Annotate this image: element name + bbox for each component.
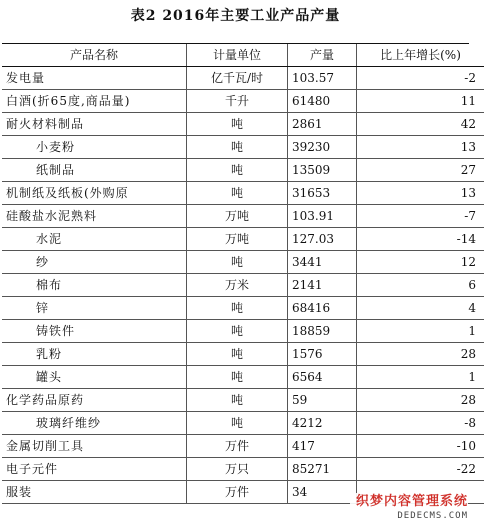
cell-growth: -2 — [357, 67, 484, 90]
cell-growth: -8 — [357, 412, 484, 435]
production-table — [2, 44, 484, 504]
table-row — [2, 412, 484, 435]
cell-output: 39230 — [288, 136, 357, 159]
table-row — [2, 251, 484, 274]
cell-product-name: 罐头 — [2, 366, 187, 389]
cell-unit: 万只 — [187, 458, 288, 481]
header-output: 产量 — [288, 44, 357, 67]
cell-unit: 万米 — [187, 274, 288, 297]
cell-output: 4212 — [288, 412, 357, 435]
cell-output: 417 — [288, 435, 357, 458]
cell-growth: 1 — [357, 320, 484, 343]
cell-unit: 吨 — [187, 366, 288, 389]
cell-unit: 吨 — [187, 412, 288, 435]
cell-product-name: 锌 — [2, 297, 187, 320]
site-watermark — [350, 493, 468, 527]
table-row — [2, 343, 484, 366]
cell-product-name: 服装 — [2, 481, 187, 504]
cell-growth: 4 — [357, 297, 484, 320]
cell-unit: 吨 — [187, 343, 288, 366]
cell-product-name: 纱 — [2, 251, 187, 274]
header-unit: 计量单位 — [187, 44, 288, 67]
cell-output: 18859 — [288, 320, 357, 343]
cell-product-name: 玻璃纤维纱 — [2, 412, 187, 435]
table-row — [2, 113, 484, 136]
table-row — [2, 389, 484, 412]
header-product-name: 产品名称 — [2, 44, 187, 67]
table-row — [2, 205, 484, 228]
cell-output: 61480 — [288, 90, 357, 113]
cell-growth: 6 — [357, 274, 484, 297]
table-row — [2, 458, 484, 481]
table-row — [2, 274, 484, 297]
cell-growth: -7 — [357, 205, 484, 228]
table-row — [2, 90, 484, 113]
cell-product-name: 白酒(折65度,商品量) — [2, 90, 187, 113]
table-row — [2, 67, 484, 90]
cell-product-name: 乳粉 — [2, 343, 187, 366]
cell-output: 3441 — [288, 251, 357, 274]
cell-product-name: 硅酸盐水泥熟料 — [2, 205, 187, 228]
cell-growth: 28 — [357, 389, 484, 412]
cell-unit: 吨 — [187, 389, 288, 412]
table-row — [2, 182, 484, 205]
cell-unit: 吨 — [187, 297, 288, 320]
cell-unit: 吨 — [187, 320, 288, 343]
cell-product-name: 发电量 — [2, 67, 187, 90]
cell-growth: 1 — [357, 366, 484, 389]
cell-unit: 万吨 — [187, 205, 288, 228]
cell-growth: 11 — [357, 90, 484, 113]
cell-output: 34 — [288, 481, 357, 504]
table-title: 表2 2016年主要工业产品产量 — [130, 8, 341, 24]
cell-output: 127.03 — [288, 228, 357, 251]
cell-unit: 亿千瓦/时 — [187, 67, 288, 90]
header-growth: 比上年增长(%) — [357, 44, 484, 67]
cell-growth: 42 — [357, 113, 484, 136]
cell-product-name: 电子元件 — [2, 458, 187, 481]
cell-growth: 12 — [357, 251, 484, 274]
cell-unit: 千升 — [187, 90, 288, 113]
cell-unit: 万吨 — [187, 228, 288, 251]
cell-product-name: 纸制品 — [2, 159, 187, 182]
cell-output: 2141 — [288, 274, 357, 297]
table-row — [2, 136, 484, 159]
watermark-brand-text: 织梦内容管理系统 — [355, 494, 468, 509]
cell-product-name: 水泥 — [2, 228, 187, 251]
cell-output: 31653 — [288, 182, 357, 205]
cell-output: 85271 — [288, 458, 357, 481]
cell-product-name: 耐火材料制品 — [2, 113, 187, 136]
cell-output: 1576 — [288, 343, 357, 366]
cell-growth: 28 — [357, 343, 484, 366]
table-row — [2, 435, 484, 458]
table-row — [2, 320, 484, 343]
cell-output: 2861 — [288, 113, 357, 136]
cell-unit: 吨 — [187, 159, 288, 182]
cell-growth: -22 — [357, 458, 484, 481]
watermark-url-text: DEDECMS.COM — [397, 511, 468, 521]
cell-growth: 13 — [357, 136, 484, 159]
cell-product-name: 小麦粉 — [2, 136, 187, 159]
cell-product-name: 机制纸及纸板(外购原 — [2, 182, 187, 205]
cell-unit: 吨 — [187, 136, 288, 159]
cell-unit: 万件 — [187, 481, 288, 504]
table-row — [2, 366, 484, 389]
cell-growth: 27 — [357, 159, 484, 182]
cell-unit: 万件 — [187, 435, 288, 458]
cell-growth: -10 — [357, 435, 484, 458]
cell-product-name: 铸铁件 — [2, 320, 187, 343]
table-row — [2, 297, 484, 320]
cell-output: 103.57 — [288, 67, 357, 90]
cell-growth: 13 — [357, 182, 484, 205]
cell-output: 68416 — [288, 297, 357, 320]
cell-output: 13509 — [288, 159, 357, 182]
table-row — [2, 159, 484, 182]
cell-unit: 吨 — [187, 251, 288, 274]
header-row — [2, 44, 484, 67]
cell-unit: 吨 — [187, 113, 288, 136]
cell-unit: 吨 — [187, 182, 288, 205]
table-row — [2, 228, 484, 251]
cell-output: 59 — [288, 389, 357, 412]
cell-growth: -14 — [357, 228, 484, 251]
cell-product-name: 化学药品原药 — [2, 389, 187, 412]
cell-output: 103.91 — [288, 205, 357, 228]
cell-product-name: 金属切削工具 — [2, 435, 187, 458]
cell-product-name: 棉布 — [2, 274, 187, 297]
cell-output: 6564 — [288, 366, 357, 389]
